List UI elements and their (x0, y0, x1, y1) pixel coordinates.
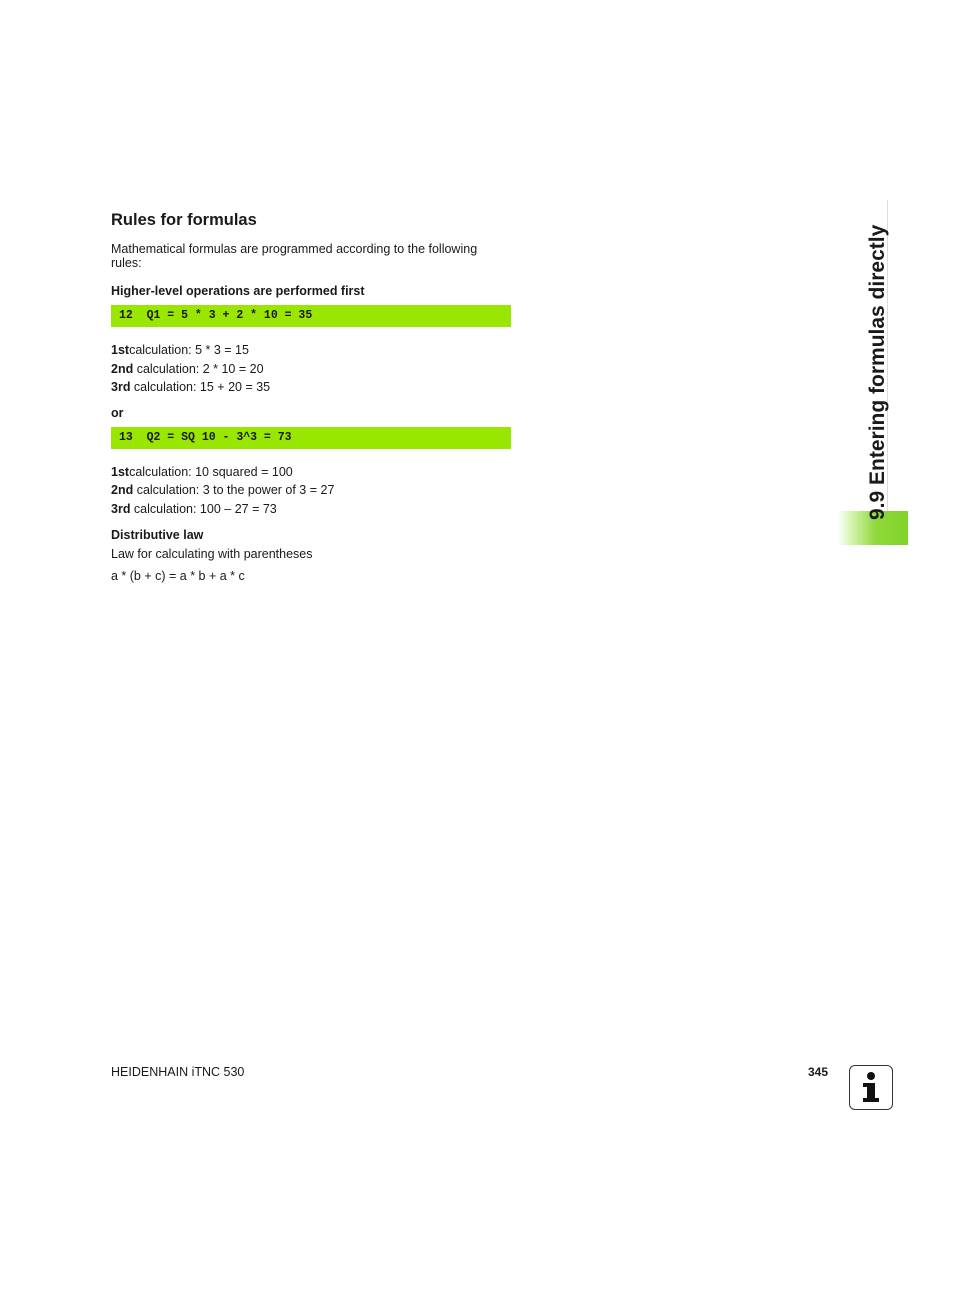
steps-list-2 (111, 463, 511, 519)
steps-list-1 (111, 341, 511, 397)
step-row (111, 481, 511, 500)
subhead-distributive-law: Distributive law (111, 528, 204, 542)
footer-product-name: HEIDENHAIN iTNC 530 (111, 1065, 245, 1079)
step-text: calculation: 2 * 10 = 20 (133, 361, 264, 376)
step-text: calculation: 100 – 27 = 73 (130, 501, 277, 516)
code-block-q2: 13 Q2 = SQ 10 - 3^3 = 73 (111, 427, 511, 449)
step-row (111, 360, 511, 379)
step-row (111, 500, 511, 519)
step-text: calculation: 5 * 3 = 15 (129, 343, 249, 357)
info-icon-glyph (850, 1066, 892, 1109)
subhead-higher-level: Higher-level operations are performed first (111, 284, 365, 298)
step-ordinal: 3rd (111, 380, 131, 394)
page-content (111, 208, 511, 584)
step-text: calculation: 3 to the power of 3 = 27 (133, 483, 335, 497)
step-text: calculation: 10 squared = 100 (129, 464, 293, 479)
step-text: calculation: 15 + 20 = 35 (130, 380, 271, 394)
step-row (111, 378, 511, 397)
distributive-formula: a * (b + c) = a * b + a * c (111, 569, 245, 583)
step-row (111, 341, 511, 360)
chapter-side-title: 9.9 Entering formulas directly (866, 224, 889, 520)
step-ordinal: 1st (111, 464, 130, 479)
section-heading: Rules for formulas (111, 211, 257, 229)
step-ordinal: 2nd (111, 361, 134, 376)
code-block-q1: 12 Q1 = 5 * 3 + 2 * 10 = 35 (111, 305, 511, 327)
distributive-description: Law for calculating with parentheses (111, 547, 313, 561)
step-ordinal: 1st (111, 343, 130, 357)
step-ordinal: 2nd (111, 483, 134, 497)
step-ordinal: 3rd (111, 501, 131, 516)
or-label: or (111, 405, 124, 420)
footer-page-number: 345 (808, 1065, 829, 1079)
intro-paragraph: Mathematical formulas are programmed according to the following rules: (111, 242, 478, 270)
step-row (111, 463, 511, 482)
info-icon (849, 1065, 893, 1110)
